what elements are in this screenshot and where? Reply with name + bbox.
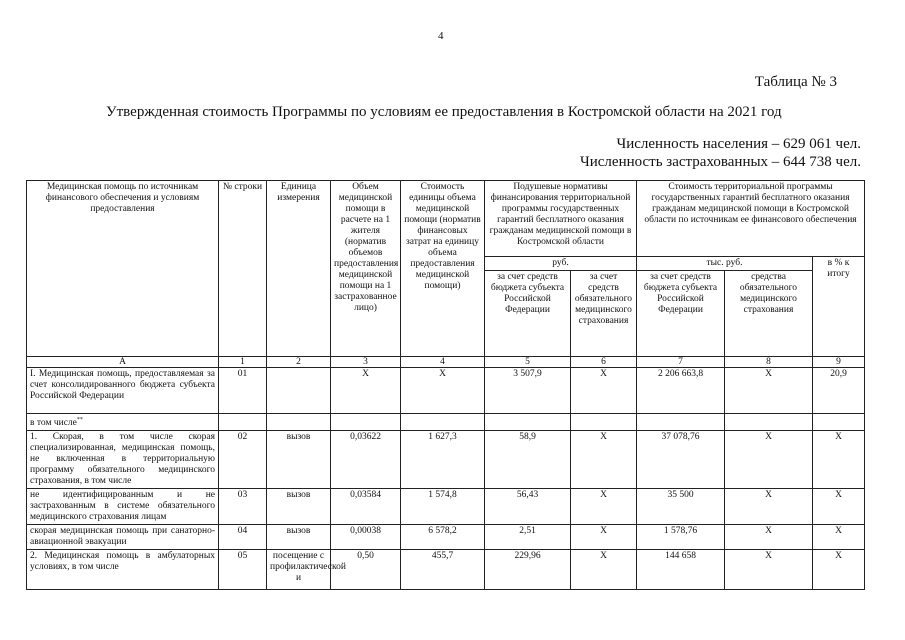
table-row bbox=[27, 368, 865, 414]
index-cell: 5 bbox=[485, 357, 571, 368]
volume-cell: X bbox=[331, 368, 401, 414]
header-group-per-capita: Подушевые нормативы финансирования территориальной программы государственных гарантий бесплатного оказания гражданам медицинской помощи в Костромской области bbox=[485, 181, 637, 257]
row-number: 02 bbox=[219, 431, 267, 489]
per-capita-oms-cell: X bbox=[571, 525, 637, 550]
unit-cell: вызов bbox=[267, 431, 331, 489]
volume-cell: 0,03584 bbox=[331, 489, 401, 525]
header-unit-thous: тыс. руб. bbox=[637, 257, 813, 271]
unit-cost-cell: 6 578,2 bbox=[401, 525, 485, 550]
header-unit-rub: руб. bbox=[485, 257, 637, 271]
total-budget-cell: 37 078,76 bbox=[637, 431, 725, 489]
total-oms-cell: X bbox=[725, 431, 813, 489]
index-cell: 9 bbox=[813, 357, 865, 368]
table-row bbox=[27, 550, 865, 590]
per-capita-oms-cell: X bbox=[571, 431, 637, 489]
index-cell: 8 bbox=[725, 357, 813, 368]
unit-cost-cell: 1 627,3 bbox=[401, 431, 485, 489]
percent-cell bbox=[813, 414, 865, 431]
header-col-2: Единица измерения bbox=[267, 181, 331, 357]
total-budget-cell: 35 500 bbox=[637, 489, 725, 525]
header-row-1 bbox=[27, 181, 865, 257]
index-row bbox=[27, 357, 865, 368]
row-number bbox=[219, 414, 267, 431]
insured-count: Численность застрахованных – 644 738 чел. bbox=[580, 154, 861, 170]
header-col-3: Объем медицинской помощи в расчете на 1 жителя (норматив объемов предоставления медицинской помощи на 1 застрахованное лицо) bbox=[331, 181, 401, 357]
total-oms-cell: X bbox=[725, 550, 813, 590]
unit-cost-cell: X bbox=[401, 368, 485, 414]
row-number: 05 bbox=[219, 550, 267, 590]
per-capita-oms-cell: X bbox=[571, 550, 637, 590]
row-label: скорая медицинская помощь при санаторно-авиационной эвакуации bbox=[27, 525, 219, 550]
unit-cost-cell: 455,7 bbox=[401, 550, 485, 590]
row-number: 01 bbox=[219, 368, 267, 414]
index-cell: 3 bbox=[331, 357, 401, 368]
row-label bbox=[27, 414, 219, 431]
unit-cell: вызов bbox=[267, 525, 331, 550]
row-label: 2. Медицинская помощь в амбулаторных условиях, в том числе bbox=[27, 550, 219, 590]
index-cell: 2 bbox=[267, 357, 331, 368]
index-cell: А bbox=[27, 357, 219, 368]
unit-cell: вызов bbox=[267, 489, 331, 525]
percent-cell: X bbox=[813, 550, 865, 590]
total-oms-cell: X bbox=[725, 525, 813, 550]
unit-cell bbox=[267, 414, 331, 431]
per-capita-budget-cell: 229,96 bbox=[485, 550, 571, 590]
volume-cell: 0,50 bbox=[331, 550, 401, 590]
total-oms-cell: X bbox=[725, 368, 813, 414]
page-number: 4 bbox=[438, 30, 444, 42]
total-budget-cell: 144 658 bbox=[637, 550, 725, 590]
unit-cost-cell: 1 574,8 bbox=[401, 489, 485, 525]
table-row bbox=[27, 525, 865, 550]
total-budget-cell: 2 206 663,8 bbox=[637, 368, 725, 414]
volume-cell bbox=[331, 414, 401, 431]
document-title: Утвержденная стоимость Программы по условиям ее предоставления в Костромской области на 2021 год bbox=[106, 104, 782, 120]
per-capita-oms-cell: X bbox=[571, 368, 637, 414]
total-budget-cell: 1 578,76 bbox=[637, 525, 725, 550]
row-label: 1. Скорая, в том числе скорая специализированная, медицинская помощь, не включенная в территориальную программу обязательного медицинского страхования, в том числе bbox=[27, 431, 219, 489]
cost-table bbox=[26, 180, 865, 590]
row-label: не идентифицированным и не застрахованным в системе обязательного медицинского страхования лицам bbox=[27, 489, 219, 525]
table-label: Таблица № 3 bbox=[754, 74, 837, 90]
header-col-a: Медицинская помощь по источникам финансового обеспечения и условиям предоставления bbox=[27, 181, 219, 357]
unit-cost-cell bbox=[401, 414, 485, 431]
table-row bbox=[27, 431, 865, 489]
header-col-8: средства обязательного медицинского страхования bbox=[725, 271, 813, 357]
per-capita-budget-cell: 2,51 bbox=[485, 525, 571, 550]
row-label-text: в том числе bbox=[30, 418, 77, 429]
header-col-5: за счет средств бюджета субъекта Российской Федерации bbox=[485, 271, 571, 357]
header-unit-pct: в % к итогу bbox=[813, 257, 865, 357]
total-oms-cell bbox=[725, 414, 813, 431]
table-row bbox=[27, 489, 865, 525]
unit-cell: посещение с профилактической и bbox=[267, 550, 331, 590]
index-cell: 7 bbox=[637, 357, 725, 368]
per-capita-budget-cell: 3 507,9 bbox=[485, 368, 571, 414]
row-number: 04 bbox=[219, 525, 267, 550]
percent-cell: X bbox=[813, 489, 865, 525]
per-capita-oms-cell: X bbox=[571, 489, 637, 525]
header-col-6: за счет средств обязательного медицинского страхования bbox=[571, 271, 637, 357]
header-col-1: № строки bbox=[219, 181, 267, 357]
volume-cell: 0,03622 bbox=[331, 431, 401, 489]
percent-cell: X bbox=[813, 525, 865, 550]
unit-cell bbox=[267, 368, 331, 414]
per-capita-oms-cell bbox=[571, 414, 637, 431]
header-col-7: за счет средств бюджета субъекта Российской Федерации bbox=[637, 271, 725, 357]
percent-cell: 20,9 bbox=[813, 368, 865, 414]
index-cell: 4 bbox=[401, 357, 485, 368]
total-oms-cell: X bbox=[725, 489, 813, 525]
per-capita-budget-cell bbox=[485, 414, 571, 431]
percent-cell: X bbox=[813, 431, 865, 489]
footnote-mark: ** bbox=[76, 417, 83, 423]
header-col-4: Стоимость единицы объема медицинской помощи (норматив финансовых затрат на единицу объема предоставления медицинской помощи) bbox=[401, 181, 485, 357]
per-capita-budget-cell: 58,9 bbox=[485, 431, 571, 489]
row-number: 03 bbox=[219, 489, 267, 525]
volume-cell: 0,00038 bbox=[331, 525, 401, 550]
table-row bbox=[27, 414, 865, 431]
row-label: I. Медицинская помощь, предоставляемая за счет консолидированного бюджета субъекта Российской Федерации bbox=[27, 368, 219, 414]
index-cell: 6 bbox=[571, 357, 637, 368]
per-capita-budget-cell: 56,43 bbox=[485, 489, 571, 525]
index-cell: 1 bbox=[219, 357, 267, 368]
total-budget-cell bbox=[637, 414, 725, 431]
population-count: Численность населения – 629 061 чел. bbox=[616, 136, 861, 152]
header-group-program-cost: Стоимость территориальной программы государственных гарантий бесплатного оказания гражданам медицинской помощи в Костромской области по источникам ее финансового обеспечения bbox=[637, 181, 865, 257]
